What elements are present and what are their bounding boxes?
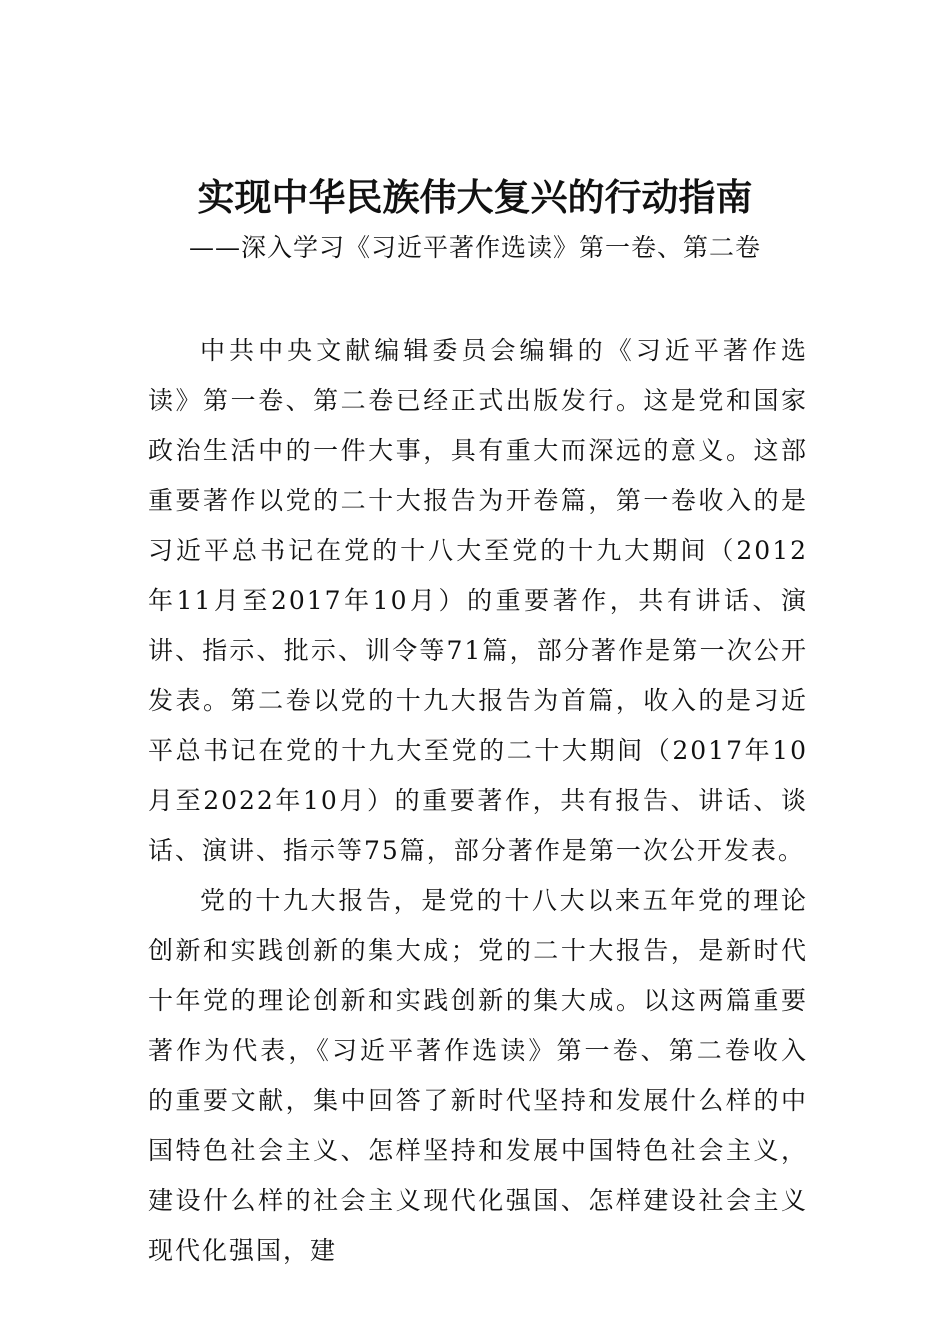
document-title: 实现中华民族伟大复兴的行动指南 [197, 175, 753, 219]
body-paragraph: 中共中央文献编辑委员会编辑的《习近平著作选读》第一卷、第二卷已经正式出版发行。这是党和国家政治生活中的一件大事，具有重大而深远的意义。这部重要著作以党的二十大报告为开卷篇，第一卷收入的是习近平总书记在党的十八大至党的十九大期间（2012年11月至2017年10月）的重要著作，共有讲话、演讲、指示、批示、训令等71篇，部分著作是第一次公开发表。第二卷以党的十九大报告为首篇，收入的是习近平总书记在党的十九大至党的二十大期间（2017年10月至2022年10月）的重要著作，共有报告、讲话、谈话、演讲、指示等75篇，部分著作是第一次公开发表。 [148, 336, 808, 865]
document-subtitle: ——深入学习《习近平著作选读》第一卷、第二卷 [188, 233, 761, 262]
document-body [148, 326, 808, 1276]
body-paragraph: 党的十九大报告，是党的十八大以来五年党的理论创新和实践创新的集大成；党的二十大报告，是新时代十年党的理论创新和实践创新的集大成。以这两篇重要著作为代表，《习近平著作选读》第一卷、第二卷收入的重要文献，集中回答了新时代坚持和发展什么样的中国特色社会主义、怎样坚持和发展中国特色社会主义，建设什么样的社会主义现代化强国、怎样建设社会主义现代化强国，建 [148, 886, 808, 1265]
